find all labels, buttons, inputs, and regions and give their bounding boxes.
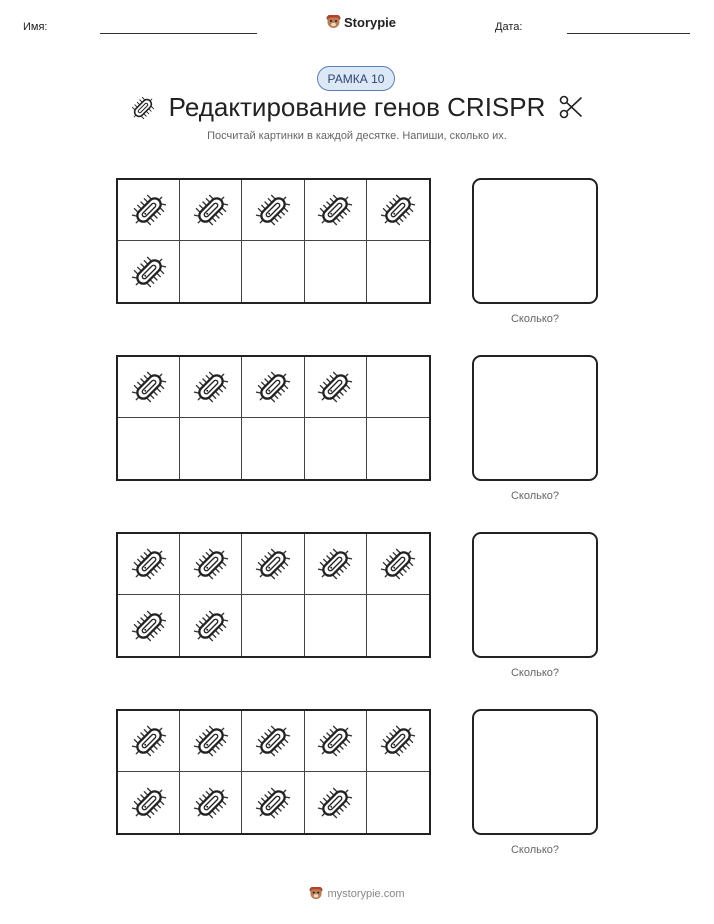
name-field-line[interactable]	[100, 33, 257, 34]
ten-frame-1	[116, 178, 431, 304]
bacterium-icon	[191, 190, 231, 230]
frame-cell	[367, 772, 429, 833]
frame-cell	[118, 772, 180, 833]
footer	[0, 886, 714, 901]
bacterium-icon	[129, 252, 169, 292]
frame-cell	[118, 534, 180, 595]
bacterium-icon	[129, 544, 169, 584]
frame-cell	[180, 418, 242, 479]
bacterium-icon	[191, 783, 231, 823]
frame-cell	[118, 595, 180, 656]
bacterium-icon	[129, 367, 169, 407]
frame-cell	[367, 180, 429, 241]
frame-cell	[118, 241, 180, 302]
count-prompt-1: Сколько?	[510, 313, 560, 325]
bacterium-icon	[191, 544, 231, 584]
date-label: Дата:	[495, 21, 523, 33]
bacterium-icon	[129, 190, 169, 230]
frame-cell	[305, 595, 367, 656]
frame-cell	[242, 357, 304, 418]
bacterium-icon	[253, 544, 293, 584]
frame-cell	[180, 772, 242, 833]
brand-name: Storypie	[344, 14, 397, 30]
bacterium-icon	[315, 783, 355, 823]
frame-cell	[118, 711, 180, 772]
bacterium-icon	[129, 783, 169, 823]
frame-cell	[367, 595, 429, 656]
frame-cell	[242, 711, 304, 772]
frame-cell	[180, 534, 242, 595]
frame-cell	[305, 241, 367, 302]
ten-frame-3	[116, 532, 431, 658]
frame-cell	[180, 180, 242, 241]
bacterium-icon	[378, 721, 418, 761]
scissors-icon	[558, 94, 584, 120]
frame-cell	[180, 595, 242, 656]
name-label: Имя:	[23, 21, 48, 33]
count-prompt-4: Сколько?	[510, 844, 560, 856]
answer-box-2[interactable]	[472, 355, 598, 481]
frame-cell	[367, 711, 429, 772]
frame-cell	[367, 534, 429, 595]
frame-cell	[180, 241, 242, 302]
instructions: Посчитай картинки в каждой десятке. Напиши, сколько их.	[207, 130, 507, 142]
ten-frame-4	[116, 709, 431, 835]
frame-cell	[242, 418, 304, 479]
frame-cell	[118, 357, 180, 418]
frame-cell	[367, 418, 429, 479]
bacterium-icon	[129, 721, 169, 761]
answer-box-4[interactable]	[472, 709, 598, 835]
frame-cell	[305, 357, 367, 418]
frame-cell	[305, 534, 367, 595]
brand-logo	[326, 14, 396, 30]
bacterium-icon	[191, 367, 231, 407]
frame-cell	[118, 418, 180, 479]
frame-cell	[305, 711, 367, 772]
frame-cell	[242, 772, 304, 833]
count-prompt-2: Сколько?	[510, 490, 560, 502]
bacterium-icon	[315, 544, 355, 584]
frame-cell	[305, 772, 367, 833]
bacterium-icon	[378, 190, 418, 230]
frame-cell	[305, 418, 367, 479]
bacterium-icon	[253, 783, 293, 823]
bacterium-icon	[129, 606, 169, 646]
frame-cell	[180, 357, 242, 418]
date-field-line[interactable]	[567, 33, 690, 34]
bear-mascot-icon	[326, 14, 341, 30]
frame-cell	[180, 711, 242, 772]
bacterium-icon	[378, 544, 418, 584]
ten-frame-2	[116, 355, 431, 481]
bacterium-icon	[253, 190, 293, 230]
page-title: Редактирование генов CRISPR	[168, 92, 546, 122]
bacterium-icon	[253, 367, 293, 407]
bacterium-icon	[315, 367, 355, 407]
frame-cell	[367, 241, 429, 302]
bacterium-icon	[191, 606, 231, 646]
bear-mascot-icon	[309, 886, 323, 901]
frame-cell	[242, 180, 304, 241]
frame-cell	[305, 180, 367, 241]
answer-box-3[interactable]	[472, 532, 598, 658]
count-prompt-3: Сколько?	[510, 667, 560, 679]
bacterium-icon	[253, 721, 293, 761]
frame-cell	[242, 241, 304, 302]
bacterium-icon	[315, 190, 355, 230]
answer-box-1[interactable]	[472, 178, 598, 304]
frame-cell	[118, 180, 180, 241]
frame-cell	[367, 357, 429, 418]
frame-cell	[242, 595, 304, 656]
bacterium-icon	[315, 721, 355, 761]
frame-badge: РАМКА 10	[317, 66, 395, 91]
frame-cell	[242, 534, 304, 595]
bacterium-icon	[191, 721, 231, 761]
footer-url: mystorypie.com	[327, 887, 405, 900]
